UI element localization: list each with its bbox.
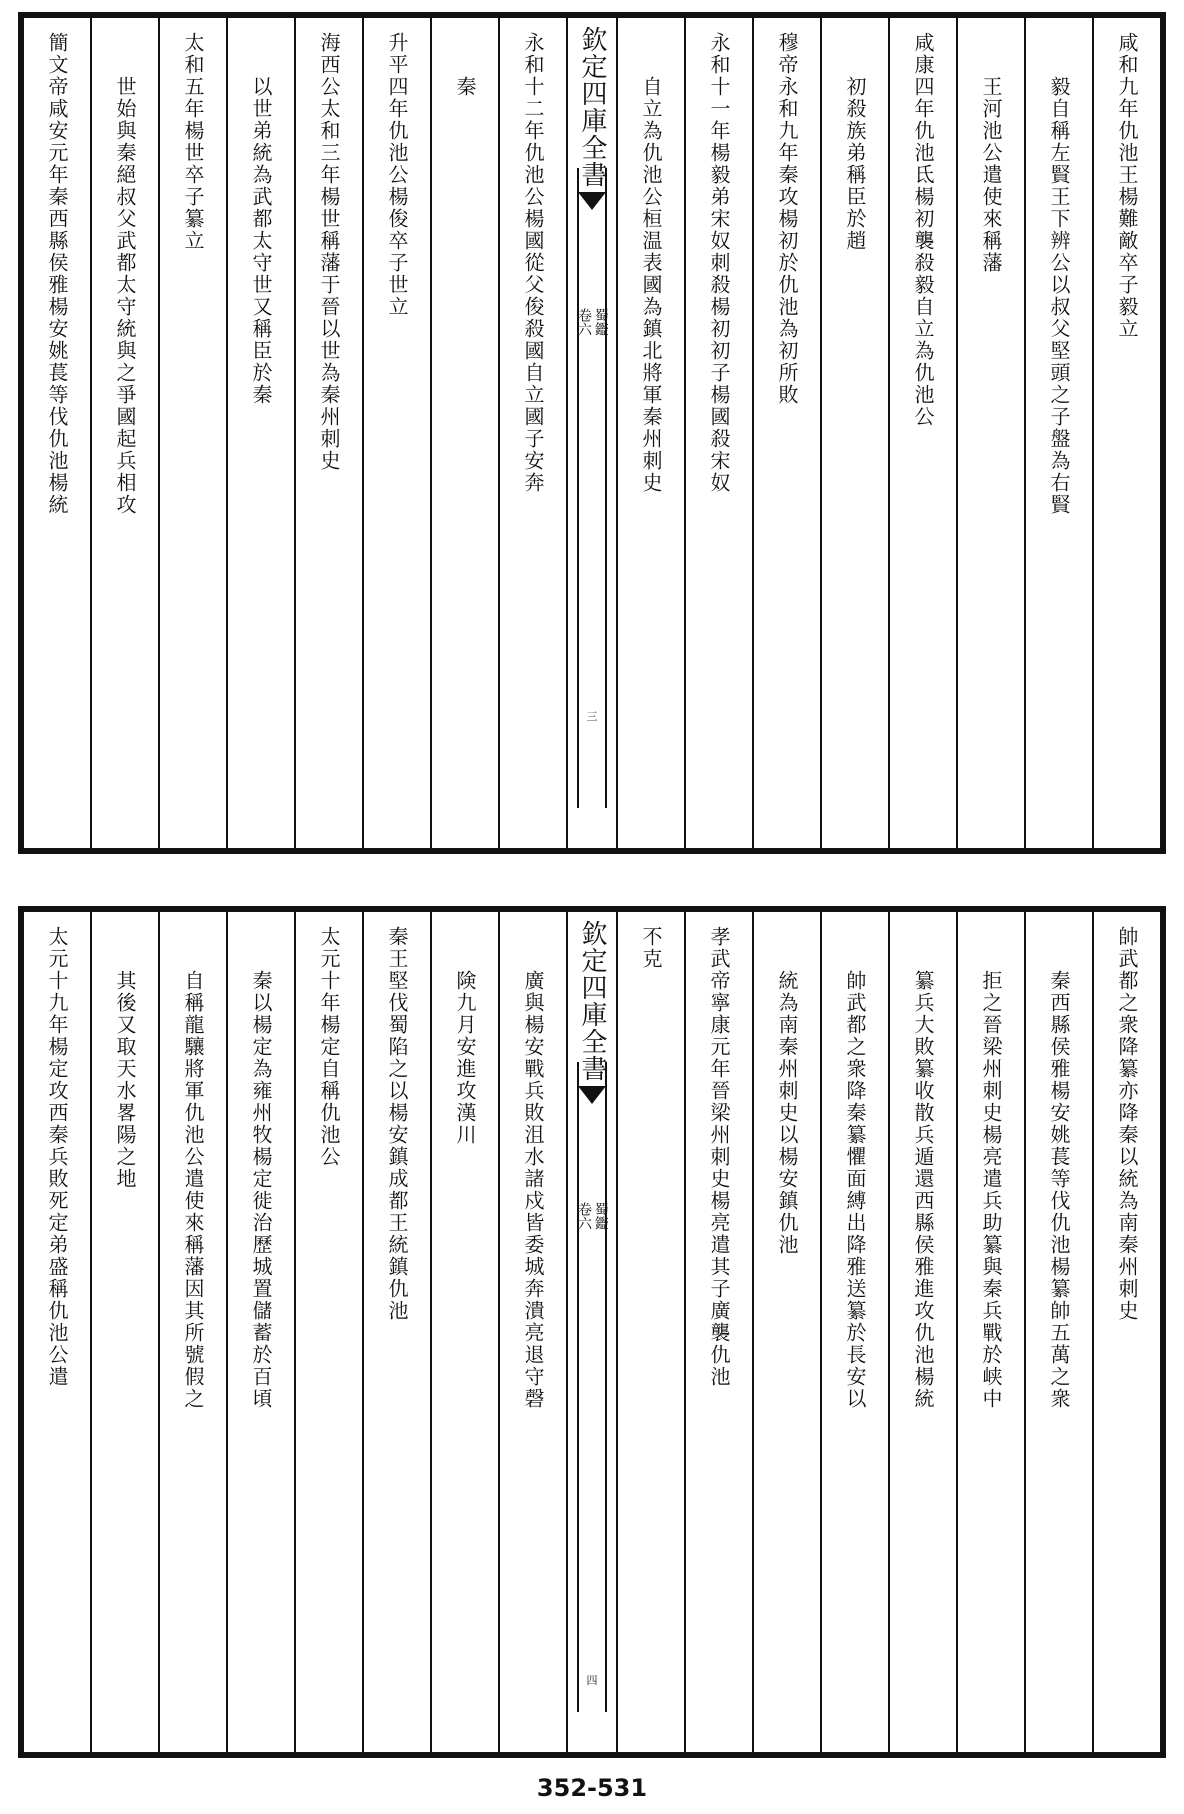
text-column [90, 18, 158, 848]
text-column [956, 18, 1024, 848]
column-text: 以世弟統為武都太守世又稱臣於秦 [249, 76, 273, 406]
text-column [158, 912, 226, 1752]
column-text: 太元十九年楊定攻西秦兵敗死定弟盛稱仇池公遣 [45, 926, 69, 1388]
leaf-number: 四 [586, 1674, 598, 1687]
column-text: 世始與秦絕叔父武都太守統與之爭國起兵相攻 [113, 76, 137, 516]
text-column [430, 912, 498, 1752]
column-text: 帥武都之衆降纂亦降秦以統為南秦州刺史 [1115, 926, 1139, 1322]
column-text: 海西公太和三年楊世稱藩于晉以世為秦州刺史 [317, 32, 341, 472]
column-text: 初殺族弟稱臣於趙 [843, 76, 867, 252]
text-column [956, 912, 1024, 1752]
bottom-page [18, 906, 1166, 1758]
column-text: 拒之晉梁州刺史楊亮遣兵助纂與秦兵戰於峡中 [979, 970, 1003, 1410]
spine-header: 欽定四庫全書 [577, 920, 607, 1082]
text-column [22, 912, 90, 1752]
spine-title [576, 1202, 607, 1230]
text-column [684, 912, 752, 1752]
spine-header: 欽定四庫全書 [577, 26, 607, 188]
spine-title-part: 卷六 [576, 308, 592, 336]
column-text: 孝武帝寧康元年晉梁州刺史楊亮遣其子廣襲仇池 [707, 926, 731, 1388]
column-text: 簡文帝咸安元年秦西縣侯雅楊安姚萇等伐仇池楊統 [45, 32, 69, 516]
column-text: 帥武都之衆降秦纂懼面縛出降雅送纂於長安以 [843, 970, 867, 1410]
column-text: 王河池公遣使來稱藩 [979, 76, 1003, 274]
column-text: 永和十二年仇池公楊國從父俊殺國自立國子安奔 [521, 32, 545, 494]
text-column [430, 18, 498, 848]
column-text: 太元十年楊定自稱仇池公 [317, 926, 341, 1168]
spine-title-part: 蜀鑑 [592, 1202, 609, 1230]
column-text: 自稱龍驤將軍仇池公遣使來稱藩因其所號假之 [181, 970, 205, 1410]
text-column [820, 912, 888, 1752]
column-text: 其後又取天水畧陽之地 [113, 970, 137, 1190]
book-spine-margin [566, 912, 616, 1752]
text-column [294, 18, 362, 848]
column-text: 咸和九年仇池王楊難敵卒子毅立 [1115, 32, 1139, 340]
text-column [22, 18, 90, 848]
text-column [90, 912, 158, 1752]
column-text: 自立為仇池公桓温表國為鎮北將軍秦州刺史 [639, 76, 663, 494]
column-text: 毅自稱左賢王下辨公以叔父堅頭之子盤為右賢 [1047, 76, 1071, 516]
spine-rule [577, 1062, 607, 1712]
column-text: 永和十一年楊毅弟宋奴刺殺楊初初子楊國殺宋奴 [707, 32, 731, 494]
column-text: 太和五年楊世卒子纂立 [181, 32, 205, 252]
text-column [820, 18, 888, 848]
text-column [1024, 912, 1092, 1752]
column-text: 咸康四年仇池氐楊初襲殺毅自立為仇池公 [911, 32, 935, 428]
column-text: 廣與楊安戰兵敗沮水諸戍皆委城奔潰亮退守磬 [521, 970, 545, 1410]
spine-title-part: 蜀鑑 [592, 308, 609, 336]
column-text: 険九月安進攻漢川 [453, 970, 477, 1146]
text-column [362, 912, 430, 1752]
column-text: 秦 [453, 76, 477, 98]
text-column [684, 18, 752, 848]
text-column [888, 18, 956, 848]
column-text: 穆帝永和九年秦攻楊初於仇池為初所敗 [775, 32, 799, 406]
column-text: 纂兵大敗纂收散兵遁還西縣侯雅進攻仇池楊統 [911, 970, 935, 1410]
text-column [1092, 912, 1160, 1752]
page-number-footer: 352-531 [536, 1774, 648, 1802]
column-text: 秦王堅伐蜀陷之以楊安鎮成都王統鎮仇池 [385, 926, 409, 1322]
text-column [226, 912, 294, 1752]
text-column [498, 18, 566, 848]
top-page [18, 12, 1166, 854]
text-column [158, 18, 226, 848]
spine-title [576, 308, 607, 336]
text-column [888, 912, 956, 1752]
spine-title-part: 卷六 [576, 1202, 592, 1230]
column-text: 統為南秦州刺史以楊安鎮仇池 [775, 970, 799, 1256]
column-text: 秦西縣侯雅楊安姚萇等伐仇池楊纂帥五萬之衆 [1047, 970, 1071, 1410]
text-column [616, 18, 684, 848]
text-column [498, 912, 566, 1752]
column-text: 秦以楊定為雍州牧楊定徙治歷城置儲蓄於百頃 [249, 970, 273, 1410]
column-text: 升平四年仇池公楊俊卒子世立 [385, 32, 409, 318]
text-column [752, 912, 820, 1752]
text-column [226, 18, 294, 848]
text-column [362, 18, 430, 848]
text-column [1024, 18, 1092, 848]
leaf-number: 三 [586, 710, 598, 723]
text-column [294, 912, 362, 1752]
column-text: 不克 [639, 926, 663, 970]
text-column [752, 18, 820, 848]
book-spine-margin [566, 18, 616, 848]
text-column [1092, 18, 1160, 848]
text-column [616, 912, 684, 1752]
